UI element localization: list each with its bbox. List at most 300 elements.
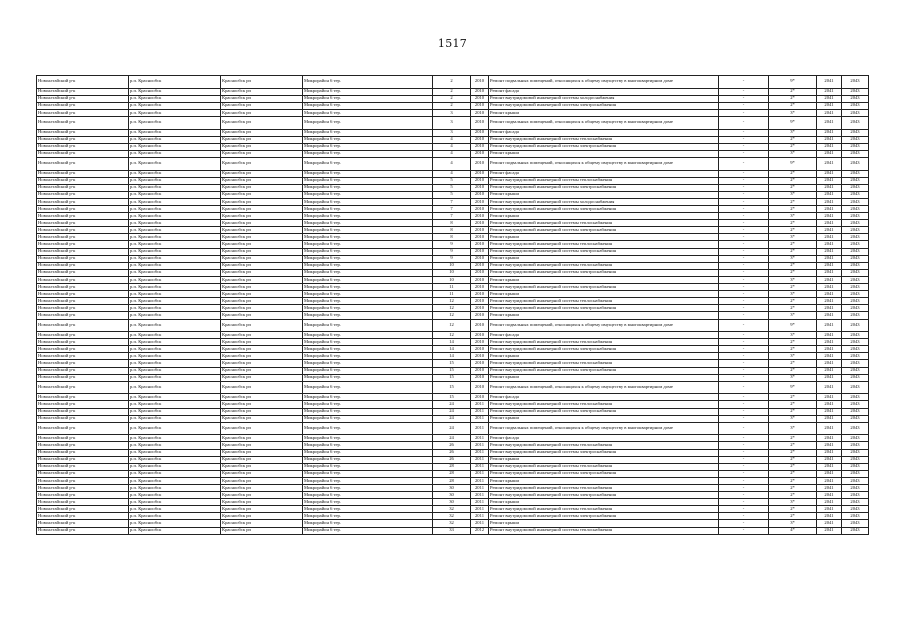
settlement-cell: р.п. Краснообск bbox=[129, 415, 221, 422]
rate-cell: 3* bbox=[769, 415, 817, 422]
district-cell: Новоалтайский р-к bbox=[37, 484, 129, 491]
house-number-cell: 14 bbox=[433, 353, 471, 360]
end-year-cell: 2043 bbox=[842, 213, 869, 220]
street-cell: Микрорайон 6 тер. bbox=[303, 220, 433, 227]
start-year-cell: 2041 bbox=[817, 435, 842, 442]
table-row bbox=[37, 76, 869, 89]
dash-cell: - bbox=[719, 381, 769, 394]
year-cell: 2010 bbox=[471, 319, 489, 332]
dash-cell: - bbox=[719, 177, 769, 184]
year-cell: 2010 bbox=[471, 255, 489, 262]
end-year-cell: 2043 bbox=[842, 353, 869, 360]
rate-cell: 2* bbox=[769, 401, 817, 408]
house-number-cell: 7 bbox=[433, 213, 471, 220]
street-cell: Микрорайон 6 тер. bbox=[303, 449, 433, 456]
start-year-cell: 2041 bbox=[817, 143, 842, 150]
year-cell: 2010 bbox=[471, 381, 489, 394]
start-year-cell: 2041 bbox=[817, 312, 842, 319]
settlement-cell: р.п. Краснообск bbox=[129, 269, 221, 276]
district-cell: Новоалтайский р-к bbox=[37, 177, 129, 184]
year-cell: 2010 bbox=[471, 291, 489, 298]
street-cell: Микрорайон 6 тер. bbox=[303, 177, 433, 184]
table-row bbox=[37, 276, 869, 283]
work-type-cell: Ремонт подвальных помещений, относящихся к общему имуществу в многоквартирном доме bbox=[489, 116, 719, 129]
year-cell: 2010 bbox=[471, 374, 489, 381]
rate-cell: 3* bbox=[769, 109, 817, 116]
year-cell: 2011 bbox=[471, 499, 489, 506]
rate-cell: 2* bbox=[769, 241, 817, 248]
settlement-cell: р.п. Краснообск bbox=[129, 116, 221, 129]
end-year-cell: 2043 bbox=[842, 291, 869, 298]
rate-cell: 3* bbox=[769, 291, 817, 298]
street-cell: Микрорайон 6 тер. bbox=[303, 129, 433, 136]
end-year-cell: 2043 bbox=[842, 143, 869, 150]
house-number-cell: 32 bbox=[433, 520, 471, 527]
table-row bbox=[37, 513, 869, 520]
dash-cell: - bbox=[719, 206, 769, 213]
start-year-cell: 2041 bbox=[817, 150, 842, 157]
district-cell: Новоалтайский р-к bbox=[37, 360, 129, 367]
table-row bbox=[37, 527, 869, 534]
house-number-cell: 30 bbox=[433, 499, 471, 506]
rate-cell: 2* bbox=[769, 346, 817, 353]
settlement-cell: р.п. Краснообск bbox=[129, 401, 221, 408]
start-year-cell: 2041 bbox=[817, 298, 842, 305]
year-cell: 2010 bbox=[471, 206, 489, 213]
house-number-cell: 4 bbox=[433, 143, 471, 150]
year-cell: 2010 bbox=[471, 353, 489, 360]
house-number-cell: 12 bbox=[433, 298, 471, 305]
locality-cell: Краснообск рп bbox=[221, 255, 303, 262]
work-type-cell: Ремонт внутридомовой инженерной системы теплоснабжения bbox=[489, 339, 719, 346]
rate-cell: 2* bbox=[769, 435, 817, 442]
table-row bbox=[37, 102, 869, 109]
house-number-cell: 2 bbox=[433, 102, 471, 109]
year-cell: 2011 bbox=[471, 513, 489, 520]
work-type-cell: Ремонт внутридомовой инженерной системы теплоснабжения bbox=[489, 527, 719, 534]
settlement-cell: р.п. Краснообск bbox=[129, 346, 221, 353]
work-type-cell: Ремонт внутридомовой инженерной системы электроснабжения bbox=[489, 269, 719, 276]
table-row bbox=[37, 408, 869, 415]
work-type-cell: Ремонт внутридомовой инженерной системы теплоснабжения bbox=[489, 484, 719, 491]
rate-cell: 2* bbox=[769, 367, 817, 374]
start-year-cell: 2041 bbox=[817, 449, 842, 456]
rate-cell: 3* bbox=[769, 213, 817, 220]
year-cell: 2010 bbox=[471, 269, 489, 276]
rate-cell: 2* bbox=[769, 262, 817, 269]
house-number-cell: 15 bbox=[433, 374, 471, 381]
street-cell: Микрорайон 6 тер. bbox=[303, 157, 433, 170]
street-cell: Микрорайон 6 тер. bbox=[303, 136, 433, 143]
settlement-cell: р.п. Краснообск bbox=[129, 206, 221, 213]
rate-cell: 3* bbox=[769, 191, 817, 198]
district-cell: Новоалтайский р-к bbox=[37, 262, 129, 269]
house-number-cell: 28 bbox=[433, 463, 471, 470]
street-cell: Микрорайон 6 тер. bbox=[303, 102, 433, 109]
district-cell: Новоалтайский р-к bbox=[37, 150, 129, 157]
year-cell: 2010 bbox=[471, 227, 489, 234]
settlement-cell: р.п. Краснообск bbox=[129, 198, 221, 205]
rate-cell: 2* bbox=[769, 88, 817, 95]
house-number-cell: 11 bbox=[433, 284, 471, 291]
year-cell: 2011 bbox=[471, 401, 489, 408]
district-cell: Новоалтайский р-к bbox=[37, 456, 129, 463]
rate-cell: 2* bbox=[769, 227, 817, 234]
year-cell: 2010 bbox=[471, 360, 489, 367]
table-row bbox=[37, 506, 869, 513]
dash-cell: - bbox=[719, 353, 769, 360]
rate-cell: 2* bbox=[769, 408, 817, 415]
district-cell: Новоалтайский р-к bbox=[37, 157, 129, 170]
dash-cell: - bbox=[719, 191, 769, 198]
locality-cell: Краснообск рп bbox=[221, 527, 303, 534]
work-type-cell: Ремонт внутридомовой инженерной системы теплоснабжения bbox=[489, 360, 719, 367]
locality-cell: Краснообск рп bbox=[221, 170, 303, 177]
start-year-cell: 2041 bbox=[817, 248, 842, 255]
table-row bbox=[37, 184, 869, 191]
dash-cell: - bbox=[719, 527, 769, 534]
dash-cell: - bbox=[719, 248, 769, 255]
table-row bbox=[37, 109, 869, 116]
table-row bbox=[37, 394, 869, 401]
settlement-cell: р.п. Краснообск bbox=[129, 102, 221, 109]
work-type-cell: Ремонт крыши bbox=[489, 191, 719, 198]
settlement-cell: р.п. Краснообск bbox=[129, 422, 221, 435]
end-year-cell: 2043 bbox=[842, 374, 869, 381]
locality-cell: Краснообск рп bbox=[221, 442, 303, 449]
house-number-cell: 28 bbox=[433, 470, 471, 477]
district-cell: Новоалтайский р-к bbox=[37, 213, 129, 220]
locality-cell: Краснообск рп bbox=[221, 477, 303, 484]
settlement-cell: р.п. Краснообск bbox=[129, 442, 221, 449]
locality-cell: Краснообск рп bbox=[221, 381, 303, 394]
year-cell: 2010 bbox=[471, 95, 489, 102]
start-year-cell: 2041 bbox=[817, 116, 842, 129]
end-year-cell: 2043 bbox=[842, 484, 869, 491]
district-cell: Новоалтайский р-к bbox=[37, 198, 129, 205]
house-number-cell: 9 bbox=[433, 248, 471, 255]
district-cell: Новоалтайский р-к bbox=[37, 276, 129, 283]
locality-cell: Краснообск рп bbox=[221, 177, 303, 184]
work-type-cell: Ремонт крыши bbox=[489, 374, 719, 381]
end-year-cell: 2043 bbox=[842, 262, 869, 269]
end-year-cell: 2043 bbox=[842, 206, 869, 213]
end-year-cell: 2043 bbox=[842, 284, 869, 291]
house-number-cell: 5 bbox=[433, 191, 471, 198]
street-cell: Микрорайон 6 тер. bbox=[303, 346, 433, 353]
start-year-cell: 2041 bbox=[817, 76, 842, 89]
dash-cell: - bbox=[719, 520, 769, 527]
street-cell: Микрорайон 6 тер. bbox=[303, 463, 433, 470]
district-cell: Новоалтайский р-к bbox=[37, 332, 129, 339]
work-type-cell: Ремонт крыши bbox=[489, 456, 719, 463]
settlement-cell: р.п. Краснообск bbox=[129, 394, 221, 401]
district-cell: Новоалтайский р-к bbox=[37, 184, 129, 191]
start-year-cell: 2041 bbox=[817, 157, 842, 170]
end-year-cell: 2043 bbox=[842, 136, 869, 143]
table-row bbox=[37, 269, 869, 276]
year-cell: 2011 bbox=[471, 470, 489, 477]
locality-cell: Краснообск рп bbox=[221, 157, 303, 170]
work-type-cell: Ремонт внутридомовой инженерной системы теплоснабжения bbox=[489, 442, 719, 449]
end-year-cell: 2043 bbox=[842, 177, 869, 184]
rate-cell: 2* bbox=[769, 220, 817, 227]
dash-cell: - bbox=[719, 442, 769, 449]
table-row bbox=[37, 346, 869, 353]
settlement-cell: р.п. Краснообск bbox=[129, 220, 221, 227]
rate-cell: 2* bbox=[769, 456, 817, 463]
settlement-cell: р.п. Краснообск bbox=[129, 136, 221, 143]
end-year-cell: 2043 bbox=[842, 227, 869, 234]
locality-cell: Краснообск рп bbox=[221, 374, 303, 381]
end-year-cell: 2043 bbox=[842, 442, 869, 449]
street-cell: Микрорайон 6 тер. bbox=[303, 312, 433, 319]
dash-cell: - bbox=[719, 198, 769, 205]
table-row bbox=[37, 442, 869, 449]
table-row bbox=[37, 213, 869, 220]
end-year-cell: 2043 bbox=[842, 109, 869, 116]
locality-cell: Краснообск рп bbox=[221, 298, 303, 305]
street-cell: Микрорайон 6 тер. bbox=[303, 213, 433, 220]
settlement-cell: р.п. Краснообск bbox=[129, 477, 221, 484]
work-type-cell: Ремонт фасада bbox=[489, 394, 719, 401]
year-cell: 2010 bbox=[471, 276, 489, 283]
year-cell: 2010 bbox=[471, 157, 489, 170]
street-cell: Микрорайон 6 тер. bbox=[303, 184, 433, 191]
year-cell: 2010 bbox=[471, 213, 489, 220]
work-type-cell: Ремонт внутридомовой инженерной системы электроснабжения bbox=[489, 184, 719, 191]
settlement-cell: р.п. Краснообск bbox=[129, 319, 221, 332]
work-type-cell: Ремонт крыши bbox=[489, 109, 719, 116]
settlement-cell: р.п. Краснообск bbox=[129, 513, 221, 520]
rate-cell: 2* bbox=[769, 442, 817, 449]
house-number-cell: 2 bbox=[433, 95, 471, 102]
end-year-cell: 2043 bbox=[842, 394, 869, 401]
dash-cell: - bbox=[719, 227, 769, 234]
start-year-cell: 2041 bbox=[817, 415, 842, 422]
work-type-cell: Ремонт крыши bbox=[489, 291, 719, 298]
settlement-cell: р.п. Краснообск bbox=[129, 129, 221, 136]
work-type-cell: Ремонт крыши bbox=[489, 276, 719, 283]
street-cell: Микрорайон 6 тер. bbox=[303, 394, 433, 401]
work-type-cell: Ремонт крыши bbox=[489, 499, 719, 506]
rate-cell: 2* bbox=[769, 298, 817, 305]
settlement-cell: р.п. Краснообск bbox=[129, 291, 221, 298]
locality-cell: Краснообск рп bbox=[221, 456, 303, 463]
house-number-cell: 2 bbox=[433, 76, 471, 89]
house-number-cell: 33 bbox=[433, 527, 471, 534]
year-cell: 2010 bbox=[471, 198, 489, 205]
house-number-cell: 30 bbox=[433, 484, 471, 491]
house-number-cell: 4 bbox=[433, 150, 471, 157]
end-year-cell: 2043 bbox=[842, 95, 869, 102]
house-number-cell: 2 bbox=[433, 88, 471, 95]
district-cell: Новоалтайский р-к bbox=[37, 527, 129, 534]
locality-cell: Краснообск рп bbox=[221, 227, 303, 234]
settlement-cell: р.п. Краснообск bbox=[129, 76, 221, 89]
rate-cell: 2* bbox=[769, 470, 817, 477]
start-year-cell: 2041 bbox=[817, 401, 842, 408]
house-number-cell: 12 bbox=[433, 319, 471, 332]
dash-cell: - bbox=[719, 262, 769, 269]
street-cell: Микрорайон 6 тер. bbox=[303, 360, 433, 367]
district-cell: Новоалтайский р-к bbox=[37, 143, 129, 150]
dash-cell: - bbox=[719, 470, 769, 477]
work-type-cell: Ремонт внутридомовой инженерной системы электроснабжения bbox=[489, 206, 719, 213]
year-cell: 2011 bbox=[471, 456, 489, 463]
end-year-cell: 2043 bbox=[842, 198, 869, 205]
locality-cell: Краснообск рп bbox=[221, 520, 303, 527]
street-cell: Микрорайон 6 тер. bbox=[303, 95, 433, 102]
locality-cell: Краснообск рп bbox=[221, 492, 303, 499]
locality-cell: Краснообск рп bbox=[221, 353, 303, 360]
end-year-cell: 2043 bbox=[842, 88, 869, 95]
dash-cell: - bbox=[719, 220, 769, 227]
locality-cell: Краснообск рп bbox=[221, 276, 303, 283]
work-type-cell: Ремонт внутридомовой инженерной системы теплоснабжения bbox=[489, 298, 719, 305]
year-cell: 2010 bbox=[471, 339, 489, 346]
street-cell: Микрорайон 6 тер. bbox=[303, 109, 433, 116]
end-year-cell: 2043 bbox=[842, 102, 869, 109]
street-cell: Микрорайон 6 тер. bbox=[303, 470, 433, 477]
end-year-cell: 2043 bbox=[842, 129, 869, 136]
start-year-cell: 2041 bbox=[817, 206, 842, 213]
rate-cell: 2* bbox=[769, 102, 817, 109]
year-cell: 2011 bbox=[471, 463, 489, 470]
year-cell: 2010 bbox=[471, 177, 489, 184]
work-type-cell: Ремонт крыши bbox=[489, 353, 719, 360]
table-row bbox=[37, 220, 869, 227]
table-row bbox=[37, 353, 869, 360]
street-cell: Микрорайон 6 тер. bbox=[303, 227, 433, 234]
street-cell: Микрорайон 6 тер. bbox=[303, 319, 433, 332]
end-year-cell: 2043 bbox=[842, 255, 869, 262]
settlement-cell: р.п. Краснообск bbox=[129, 408, 221, 415]
district-cell: Новоалтайский р-к bbox=[37, 449, 129, 456]
street-cell: Микрорайон 6 тер. bbox=[303, 206, 433, 213]
start-year-cell: 2041 bbox=[817, 284, 842, 291]
rate-cell: 9* bbox=[769, 381, 817, 394]
locality-cell: Краснообск рп bbox=[221, 506, 303, 513]
settlement-cell: р.п. Краснообск bbox=[129, 143, 221, 150]
capital-repair-table bbox=[36, 75, 869, 535]
locality-cell: Краснообск рп bbox=[221, 332, 303, 339]
start-year-cell: 2041 bbox=[817, 88, 842, 95]
street-cell: Микрорайон 6 тер. bbox=[303, 150, 433, 157]
locality-cell: Краснообск рп bbox=[221, 449, 303, 456]
district-cell: Новоалтайский р-к bbox=[37, 109, 129, 116]
end-year-cell: 2043 bbox=[842, 312, 869, 319]
street-cell: Микрорайон 6 тер. bbox=[303, 116, 433, 129]
rate-cell: 2* bbox=[769, 305, 817, 312]
district-cell: Новоалтайский р-к bbox=[37, 339, 129, 346]
table-row bbox=[37, 291, 869, 298]
dash-cell: - bbox=[719, 456, 769, 463]
house-number-cell: 10 bbox=[433, 269, 471, 276]
start-year-cell: 2041 bbox=[817, 381, 842, 394]
start-year-cell: 2041 bbox=[817, 191, 842, 198]
street-cell: Микрорайон 6 тер. bbox=[303, 422, 433, 435]
dash-cell: - bbox=[719, 291, 769, 298]
district-cell: Новоалтайский р-к bbox=[37, 136, 129, 143]
work-type-cell: Ремонт внутридомовой инженерной системы электроснабжения bbox=[489, 284, 719, 291]
year-cell: 2010 bbox=[471, 394, 489, 401]
settlement-cell: р.п. Краснообск bbox=[129, 484, 221, 491]
end-year-cell: 2043 bbox=[842, 499, 869, 506]
work-type-cell: Ремонт внутридомовой инженерной системы теплоснабжения bbox=[489, 136, 719, 143]
house-number-cell: 7 bbox=[433, 206, 471, 213]
house-number-cell: 24 bbox=[433, 435, 471, 442]
table-row bbox=[37, 284, 869, 291]
start-year-cell: 2041 bbox=[817, 109, 842, 116]
year-cell: 2010 bbox=[471, 191, 489, 198]
house-number-cell: 3 bbox=[433, 116, 471, 129]
locality-cell: Краснообск рп bbox=[221, 470, 303, 477]
table-row bbox=[37, 234, 869, 241]
house-number-cell: 3 bbox=[433, 109, 471, 116]
dash-cell: - bbox=[719, 394, 769, 401]
street-cell: Микрорайон 6 тер. bbox=[303, 484, 433, 491]
dash-cell: - bbox=[719, 213, 769, 220]
house-number-cell: 15 bbox=[433, 360, 471, 367]
locality-cell: Краснообск рп bbox=[221, 291, 303, 298]
start-year-cell: 2041 bbox=[817, 339, 842, 346]
year-cell: 2010 bbox=[471, 150, 489, 157]
dash-cell: - bbox=[719, 241, 769, 248]
house-number-cell: 12 bbox=[433, 332, 471, 339]
dash-cell: - bbox=[719, 360, 769, 367]
start-year-cell: 2041 bbox=[817, 276, 842, 283]
house-number-cell: 15 bbox=[433, 394, 471, 401]
district-cell: Новоалтайский р-к bbox=[37, 499, 129, 506]
dash-cell: - bbox=[719, 319, 769, 332]
end-year-cell: 2043 bbox=[842, 513, 869, 520]
street-cell: Микрорайон 6 тер. bbox=[303, 339, 433, 346]
work-type-cell: Ремонт внутридомовой инженерной системы теплоснабжения bbox=[489, 401, 719, 408]
end-year-cell: 2043 bbox=[842, 184, 869, 191]
street-cell: Микрорайон 6 тер. bbox=[303, 143, 433, 150]
year-cell: 2011 bbox=[471, 408, 489, 415]
start-year-cell: 2041 bbox=[817, 255, 842, 262]
district-cell: Новоалтайский р-к bbox=[37, 319, 129, 332]
start-year-cell: 2041 bbox=[817, 422, 842, 435]
house-number-cell: 30 bbox=[433, 492, 471, 499]
start-year-cell: 2041 bbox=[817, 213, 842, 220]
house-number-cell: 14 bbox=[433, 339, 471, 346]
start-year-cell: 2041 bbox=[817, 319, 842, 332]
house-number-cell: 8 bbox=[433, 220, 471, 227]
end-year-cell: 2043 bbox=[842, 360, 869, 367]
rate-cell: 3* bbox=[769, 150, 817, 157]
table-row bbox=[37, 374, 869, 381]
start-year-cell: 2041 bbox=[817, 305, 842, 312]
rate-cell: 3* bbox=[769, 332, 817, 339]
settlement-cell: р.п. Краснообск bbox=[129, 435, 221, 442]
house-number-cell: 14 bbox=[433, 346, 471, 353]
locality-cell: Краснообск рп bbox=[221, 484, 303, 491]
house-number-cell: 26 bbox=[433, 456, 471, 463]
rate-cell: 3* bbox=[769, 255, 817, 262]
rate-cell: 3* bbox=[769, 422, 817, 435]
end-year-cell: 2043 bbox=[842, 506, 869, 513]
table-row bbox=[37, 332, 869, 339]
rate-cell: 3* bbox=[769, 374, 817, 381]
district-cell: Новоалтайский р-к bbox=[37, 408, 129, 415]
locality-cell: Краснообск рп bbox=[221, 401, 303, 408]
dash-cell: - bbox=[719, 449, 769, 456]
year-cell: 2011 bbox=[471, 520, 489, 527]
end-year-cell: 2043 bbox=[842, 367, 869, 374]
